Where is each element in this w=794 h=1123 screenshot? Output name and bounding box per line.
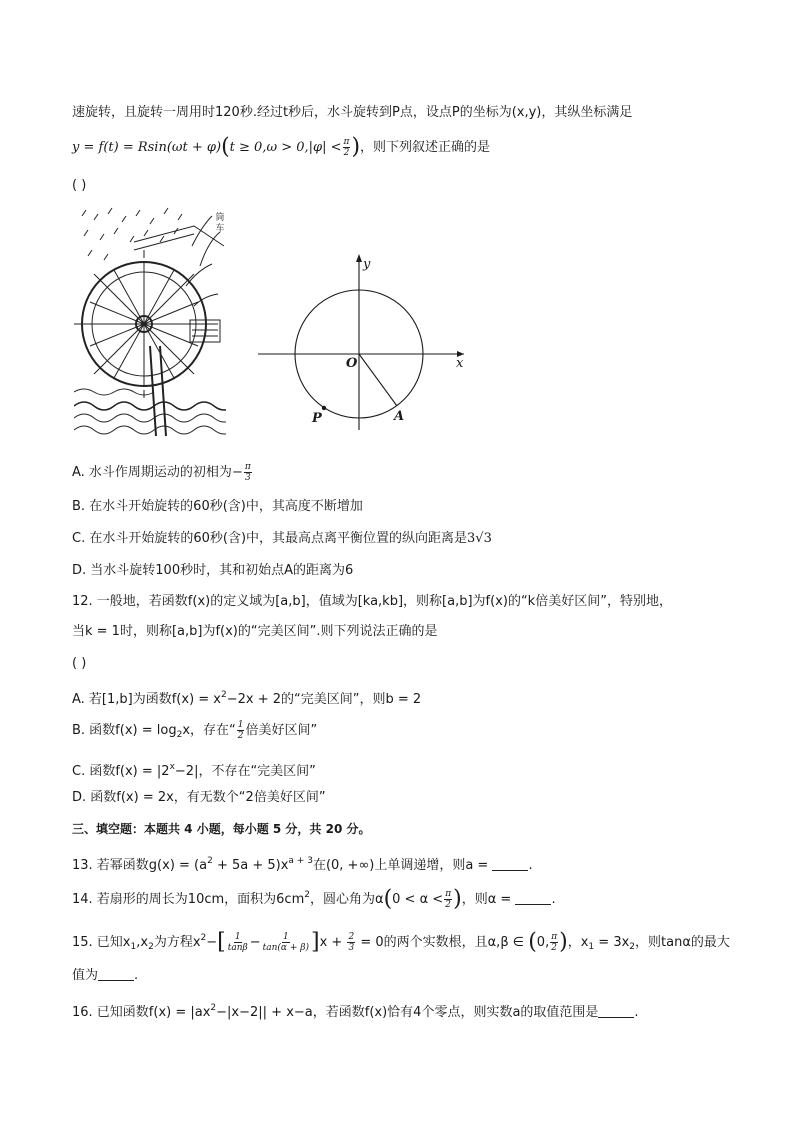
radius-oa <box>359 354 397 406</box>
q13-answer-blank[interactable] <box>492 858 528 871</box>
point-p-marker <box>322 406 326 410</box>
q16: 16. 已知函数$f(x) = |ax^2-|x-2|| + x-a$，若函数f(x)恰有4个零点，则实数a的取值范围是 . <box>72 1003 639 1020</box>
q11-option-b: B. 在水斗开始旋转的60秒(含)中，其高度不断增加 <box>72 499 363 514</box>
wheel-caption-char-1: 筒 <box>215 213 225 223</box>
pi-over-2-fraction: $\frac{\pi}{2}$ <box>343 137 350 158</box>
q11-option-d: D. 当水斗旋转100秒时，其和初始点A的距离为6 <box>72 563 354 578</box>
q13: 13. 若幂函数$g(x) = (a^2 + 5a + 5)x^{a + 3}$在(0, +∞)上单调递增，则a = . <box>72 856 533 873</box>
q11-intro: 速旋转，且旋转一周用时120秒.经过t秒后，水斗旋转到P点，设点P的坐标为(x,y)，其纵坐标满足 <box>72 105 633 120</box>
coordinate-circle-diagram <box>254 250 472 430</box>
q11-option-a: A. 水斗作周期运动的初相为− $\frac{\pi}{3}$ <box>72 462 251 483</box>
q11-function-line: y = f(t) = Rsin(ωt + φ)(t ≥ 0,ω > 0,|φ| < $\frac{\pi}{2}$ )，则下列叙述正确的是 <box>72 134 491 160</box>
wheel-caption-char-2: 车 <box>215 224 225 234</box>
q14: 14. 若扇形的周长为10cm，面积为$6cm^2$，圆心角为α(0 < α < $\frac{\pi}{2}$ )，则α = . <box>72 886 556 912</box>
origin-label: O <box>346 356 358 371</box>
q12-option-c: C. 函数$f(x) = |2^x-2|$，不存在“完美区间” <box>72 762 316 779</box>
q12-answer-paren: ( ) <box>72 656 87 671</box>
point-p-label: P <box>312 411 322 426</box>
q15-answer-blank[interactable] <box>98 968 134 981</box>
x-axis-label: x <box>456 356 464 371</box>
q12-option-b: B. 函数$f(x) = \log_2x$，存在“ $\frac{1}{2}$ 倍美好区间” <box>72 720 318 741</box>
section-3-heading: 三、填空题：本题共 4 小题，每小题 5 分，共 20 分。 <box>72 822 371 836</box>
q12-stem-line1: 12. 一般地，若函数f(x)的定义域为[a,b]，值域为[ka,kb]，则称[a,b]为f(x)的“k倍美好区间”，特别地， <box>72 594 672 609</box>
q12-option-a: A. 若[1,b]为函数$f(x) = x^2-2x + 2$的“完美区间”，则b = 2 <box>72 690 422 707</box>
q12-option-d: D. 函数f(x) = 2x，有无数个“2倍美好区间” <box>72 790 326 805</box>
q16-answer-blank[interactable] <box>598 1005 634 1018</box>
y-axis-label: y <box>363 257 371 272</box>
q12-stem-line2: 当k = 1时，则称[a,b]为f(x)的“完美区间”.则下列说法正确的是 <box>72 624 438 639</box>
q14-answer-blank[interactable] <box>515 892 551 905</box>
water-wheel-illustration <box>74 206 226 442</box>
q11-answer-paren: ( ) <box>72 178 87 193</box>
point-a-label: A <box>394 409 405 424</box>
q15-line2: 值为 . <box>72 968 139 983</box>
q11-option-c: C. 在水斗开始旋转的60秒(含)中，其最高点离平衡位置的纵向距离是3√3 <box>72 531 492 546</box>
q15-line1: 15. 已知$x_1,x_2$为方程$x^2-$[ $\frac{1}{\tan\beta}$ − $\frac{1}{\tan(\alpha + \beta)}$ ]x + $\frac{2}{3}$ = 0的两个实数根，且α,β ∈ (0, $\frac{\pi}{2}$ )，$x_1 = 3x_2$，则tanα的最大 <box>72 929 730 955</box>
